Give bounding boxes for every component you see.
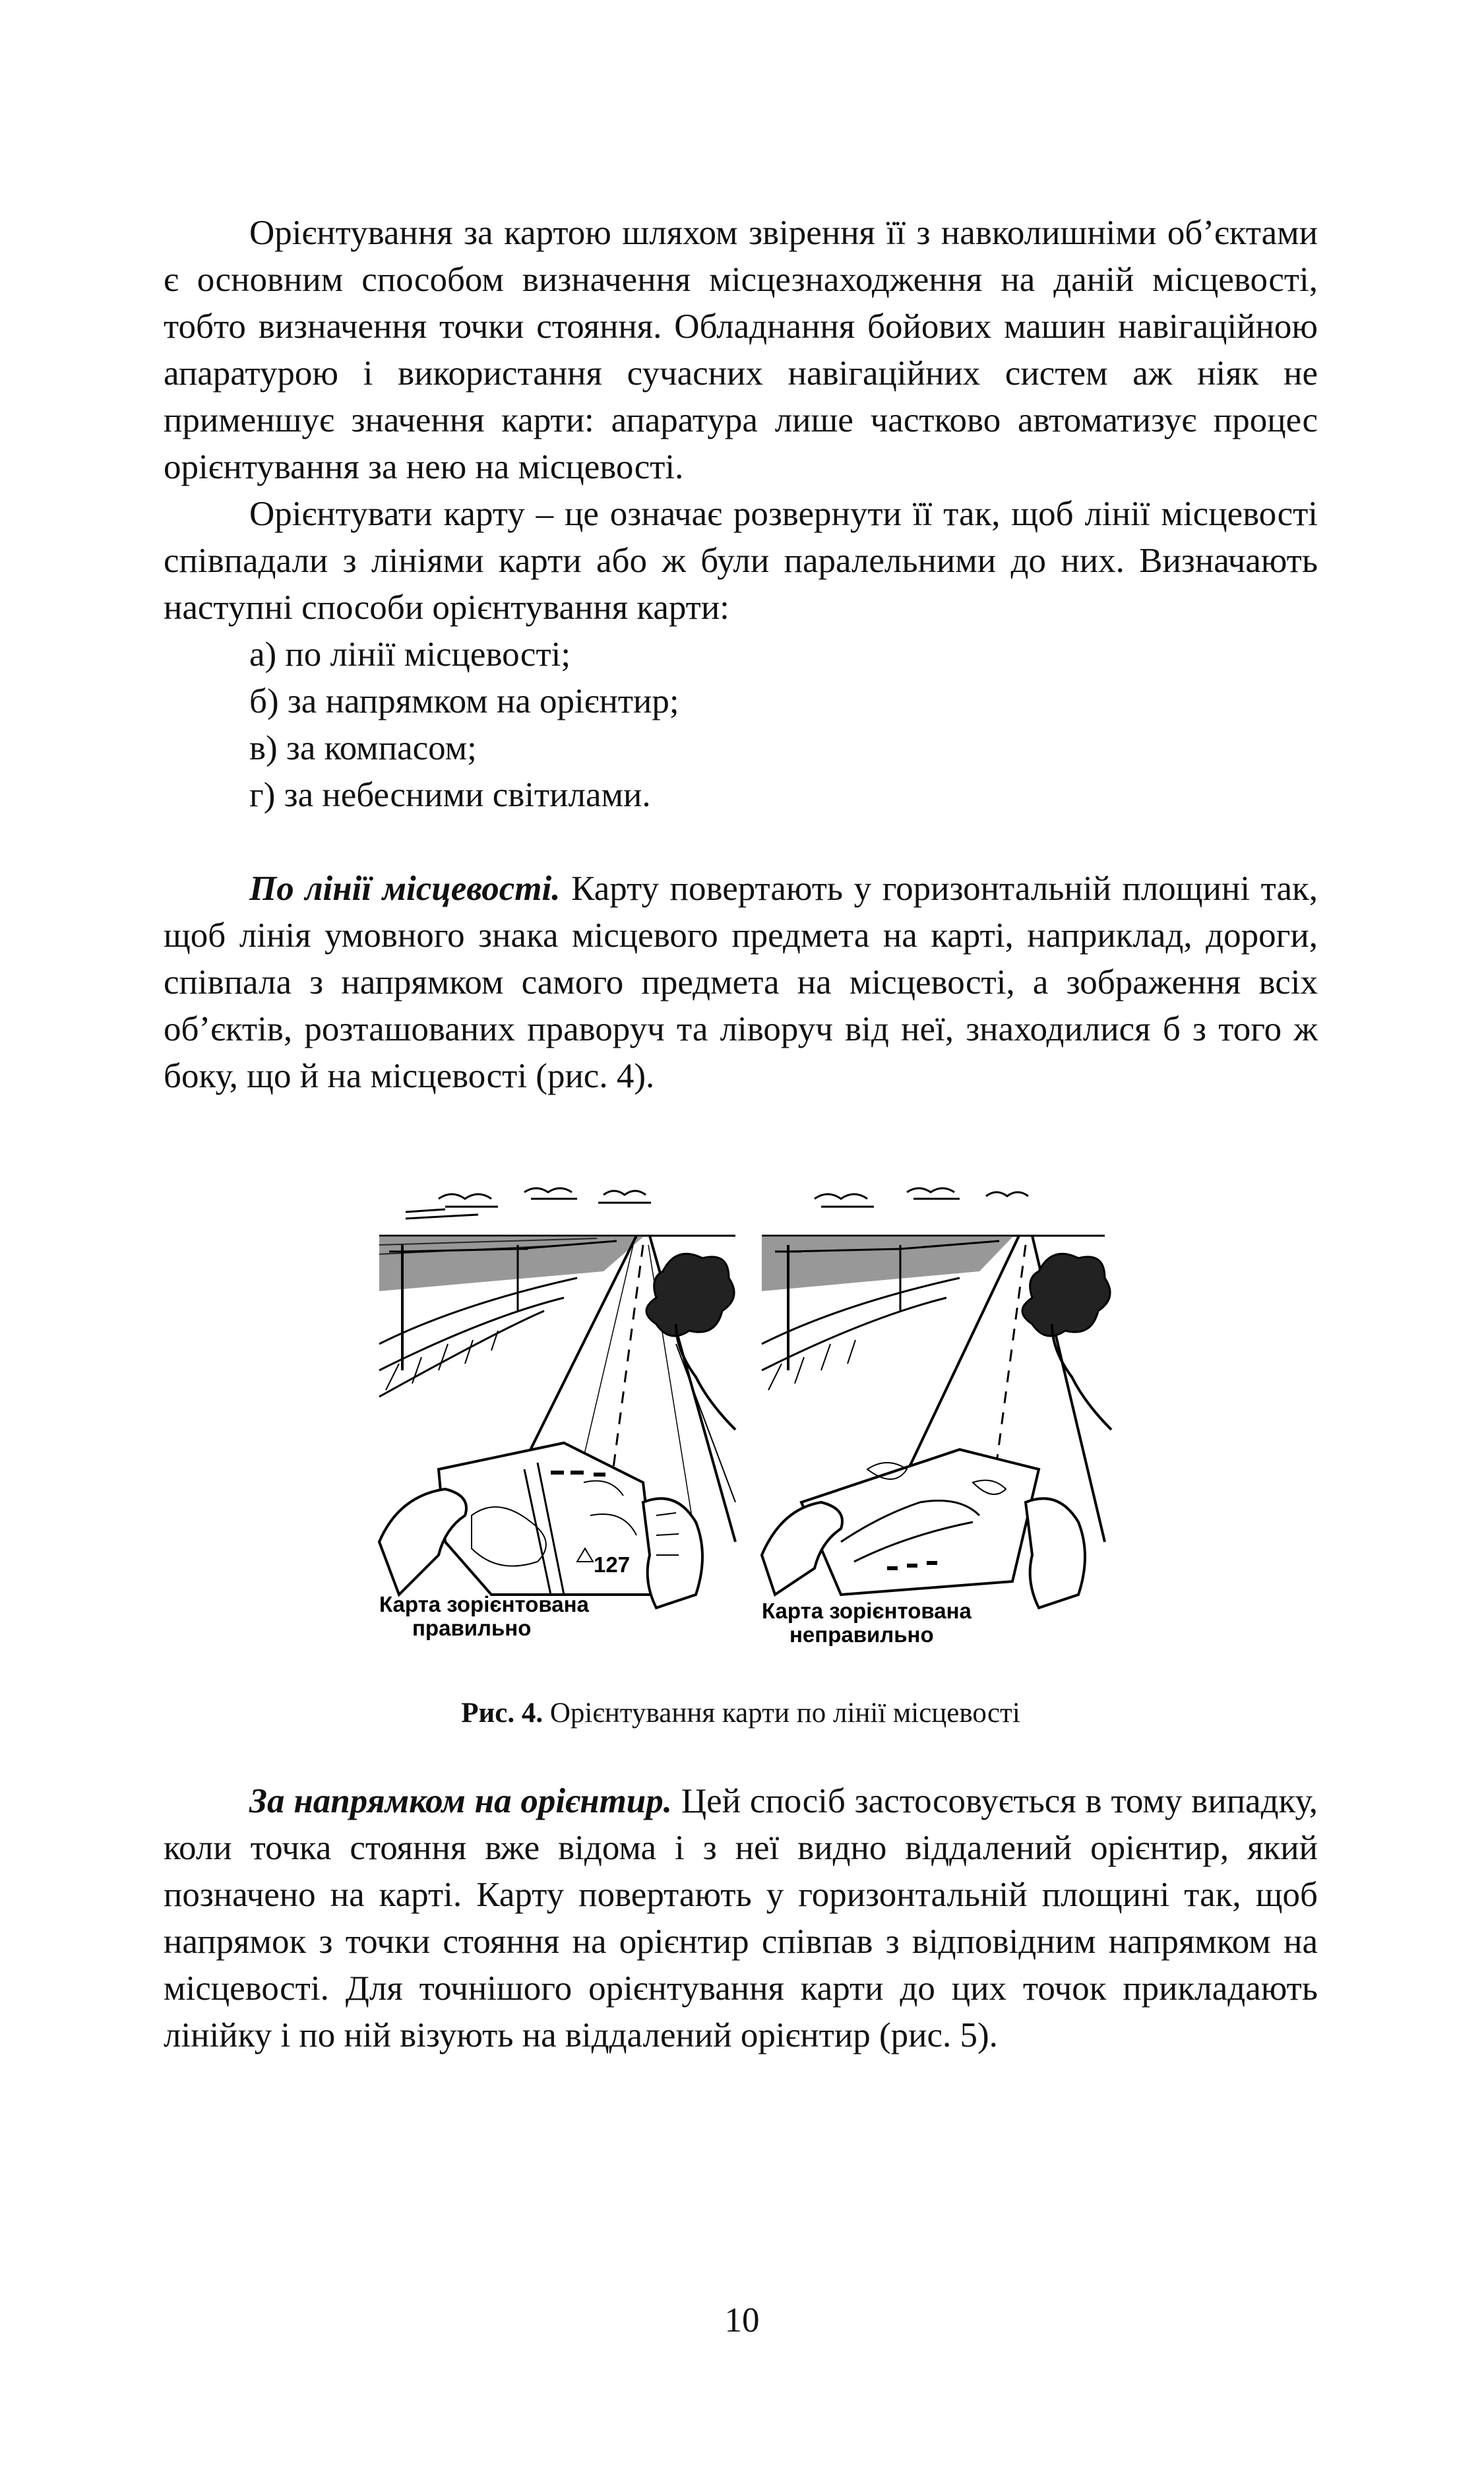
- list-item: б) за напрямком на орієнтир;: [249, 682, 679, 720]
- list-item: а) по лінії місцевості;: [249, 635, 571, 674]
- map-mark-label: 127: [594, 1552, 631, 1577]
- paragraph-orient-definition: Орієнтувати карту – це означає розвернути її так, щоб лінії місцевості співпадали з лініями карти або ж були паралельними до них. Визначають наступні способи орієнтування карти:: [164, 495, 1318, 627]
- list-item: в) за компасом;: [249, 729, 477, 767]
- methods-list: [164, 631, 1318, 819]
- figure-number: Рис. 4.: [461, 1698, 543, 1729]
- document-page: [164, 210, 1318, 2059]
- paragraph-by-terrain-line: [164, 866, 1318, 1100]
- paragraph-orientation-intro: Орієнтування за картою шляхом звірення її з навколишніми об’єктами є основним способом визначення місцезнаходження на даній місцевості, тобто визначення точки стояння. Обладнання бойових машин навігаційною апаратурою і використання сучасних навігаційних систем аж ніяк не применшує значення карти: апаратура лише частково автоматизує процес орієнтування за нею на місцевості.: [164, 214, 1318, 486]
- figure-caption: [164, 1694, 1318, 1733]
- paragraph-lead: По лінії місцевості.: [249, 870, 561, 908]
- paragraph-lead: За напрямком на орієнтир.: [249, 1782, 673, 1820]
- paragraph-body: Карту повертають у горизонтальній площині так, щоб лінія умовного знака місцевого предмета на карті, наприклад, дороги, співпала з напрямком самого предмета на місцевості, а зображення всіх об’єктів, розташованих праворуч та ліворуч від неї, знаходилися б з того ж боку, що й на місцевості (рис. 4).: [164, 870, 1318, 1095]
- list-item: г) за небесними світилами.: [249, 776, 651, 814]
- paragraph-body: Цей спосіб застосовується в тому випадку, коли точка стояння вже відома і з неї видно віддалений орієнтир, який позначено на карті. Карту повертають у горизонтальній площині так, щоб напрямок з точки стояння на орієнтир співпав з відповідним напрямком на місцевості. Для точнішого орієнтування карти до цих точок прикладають лінійку і по ній візують на віддалений орієнтир (рис. 5).: [164, 1782, 1318, 2054]
- figure-4-illustration: [366, 1172, 1113, 1646]
- right-caption-line-2: неправильно: [789, 1622, 934, 1646]
- left-caption-line-2: правильно: [412, 1616, 532, 1640]
- left-caption-line-1: Карта зорієнтована: [379, 1592, 589, 1616]
- figure-4: [164, 1172, 1318, 1733]
- page-number: 10: [724, 2301, 760, 2339]
- right-caption-line-1: Карта зорієнтована: [762, 1599, 972, 1623]
- figure-caption-text: Орієнтування карти по лінії місцевості: [543, 1698, 1020, 1729]
- paragraph-by-landmark-direction: [164, 1778, 1318, 2059]
